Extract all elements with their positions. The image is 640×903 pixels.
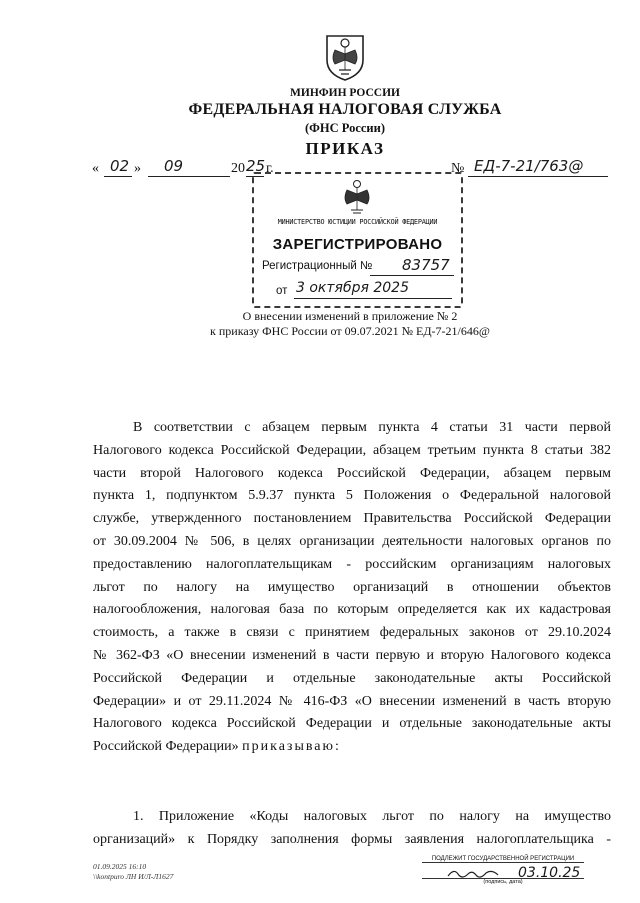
- text-line: пункта 1, подпунктом 5.9.37 пункта 5 Положения о Федеральной налоговой: [93, 488, 611, 504]
- text-line: Российской Федерации и отдельные законодательные акты Российской: [93, 670, 611, 686]
- text-line: Налогового кодекса Российской Федерации, абзацем третьим пункта 8 статьи 382: [93, 442, 611, 458]
- text-line: от 30.09.2004 № 506, в целях организации деятельности налоговых органов по: [93, 533, 611, 549]
- text-line: [93, 736, 611, 759]
- subject-line-2: к приказу ФНС России от 09.07.2021 № ЕД-7-21/646@: [210, 324, 490, 338]
- stamp-from-label: от: [276, 285, 288, 297]
- date-year-unit: г.: [266, 161, 274, 176]
- coat-of-arms-emblem-icon: [323, 30, 367, 82]
- number-sign: №: [451, 161, 465, 176]
- service-short-heading: (ФНС России): [304, 121, 385, 135]
- box-title: ПОДЛЕЖИТ ГОСУДАРСТВЕННОЙ РЕГИСТРАЦИИ: [422, 856, 584, 863]
- footer-file: \\kontpuro ЛН И/Л-Л1627: [93, 872, 174, 881]
- box-caption: (подпись, дата): [422, 878, 584, 885]
- date-year-suffix: 25: [246, 157, 266, 175]
- text-line: организаций» к Порядку заполнения формы заявления налогоплательщика -: [93, 831, 611, 847]
- footer-meta: [93, 862, 173, 882]
- stamp-reg-number: 83757: [402, 256, 450, 274]
- document-type-heading: ПРИКАЗ: [305, 139, 385, 158]
- registration-stamp: [252, 172, 463, 308]
- text-line: № 362-ФЗ «О внесении изменений в части первую и вторую Налогового кодекса: [93, 647, 611, 663]
- subject-line-1: О внесении изменений в приложение № 2: [242, 309, 458, 323]
- preamble-paragraph: [93, 417, 611, 759]
- text-line: части второй Налогового кодекса Российской Федерации, абзацем первым: [93, 465, 611, 481]
- stamp-reg-label: Регистрационный №: [262, 260, 373, 272]
- quote-open: «: [92, 161, 99, 176]
- date-month: 09: [164, 157, 184, 175]
- stamp-title: ЗАРЕГИСТРИРОВАНО: [272, 236, 443, 253]
- footer-timestamp: 01.09.2025 16:10: [93, 862, 147, 871]
- box-date: 03.10.25: [518, 865, 581, 881]
- ministry-heading: МИНФИН РОССИИ: [290, 87, 400, 99]
- text-line: льгот по налогу на имущество организаций в отношении объектов: [93, 579, 611, 595]
- date-year-prefix: 20: [231, 161, 245, 176]
- item-1-paragraph: [93, 806, 611, 852]
- text-line: Федерации» и от 29.11.2024 № 416-ФЗ «О внесении изменений в часть вторую: [93, 693, 611, 709]
- text-line-end: Российской Федерации»: [93, 739, 239, 755]
- stamp-emblem-icon: [340, 178, 374, 216]
- text-line: Налогового кодекса Российской Федерации и отдельные законодательные акты: [93, 716, 611, 732]
- quote-close: »: [134, 161, 141, 176]
- service-heading: ФЕДЕРАЛЬНАЯ НАЛОГОВАЯ СЛУЖБА: [188, 101, 502, 118]
- text-line: налогообложения, налоговая база по которым определяется как их кадастровая: [93, 602, 611, 618]
- text-line: В соответствии с абзацем первым пункта 4 статьи 31 части первой: [133, 420, 611, 435]
- order-number: ЕД-7-21/763@: [474, 157, 584, 175]
- text-line: стоимость, а также в связи с принятием федеральных законов от 29.10.2024: [93, 625, 611, 641]
- stamp-ministry: МИНИСТЕРСТВО ЮСТИЦИИ РОССИЙСКОЙ ФЕДЕРАЦИИ: [277, 218, 438, 226]
- date-day: 02: [110, 157, 130, 175]
- text-line: службе, утвержденного постановлением Правительства Российской Федерации: [93, 511, 611, 527]
- stamp-from-date: 3 октября 2025: [296, 280, 409, 296]
- text-line: 1. Приложение «Коды налоговых льгот по налогу на имущество: [133, 809, 611, 824]
- text-line: предоставлению налогоплательщикам - российским организациям налоговых: [93, 556, 611, 572]
- order-verb: приказываю:: [242, 739, 341, 755]
- registration-note-box: [422, 856, 584, 886]
